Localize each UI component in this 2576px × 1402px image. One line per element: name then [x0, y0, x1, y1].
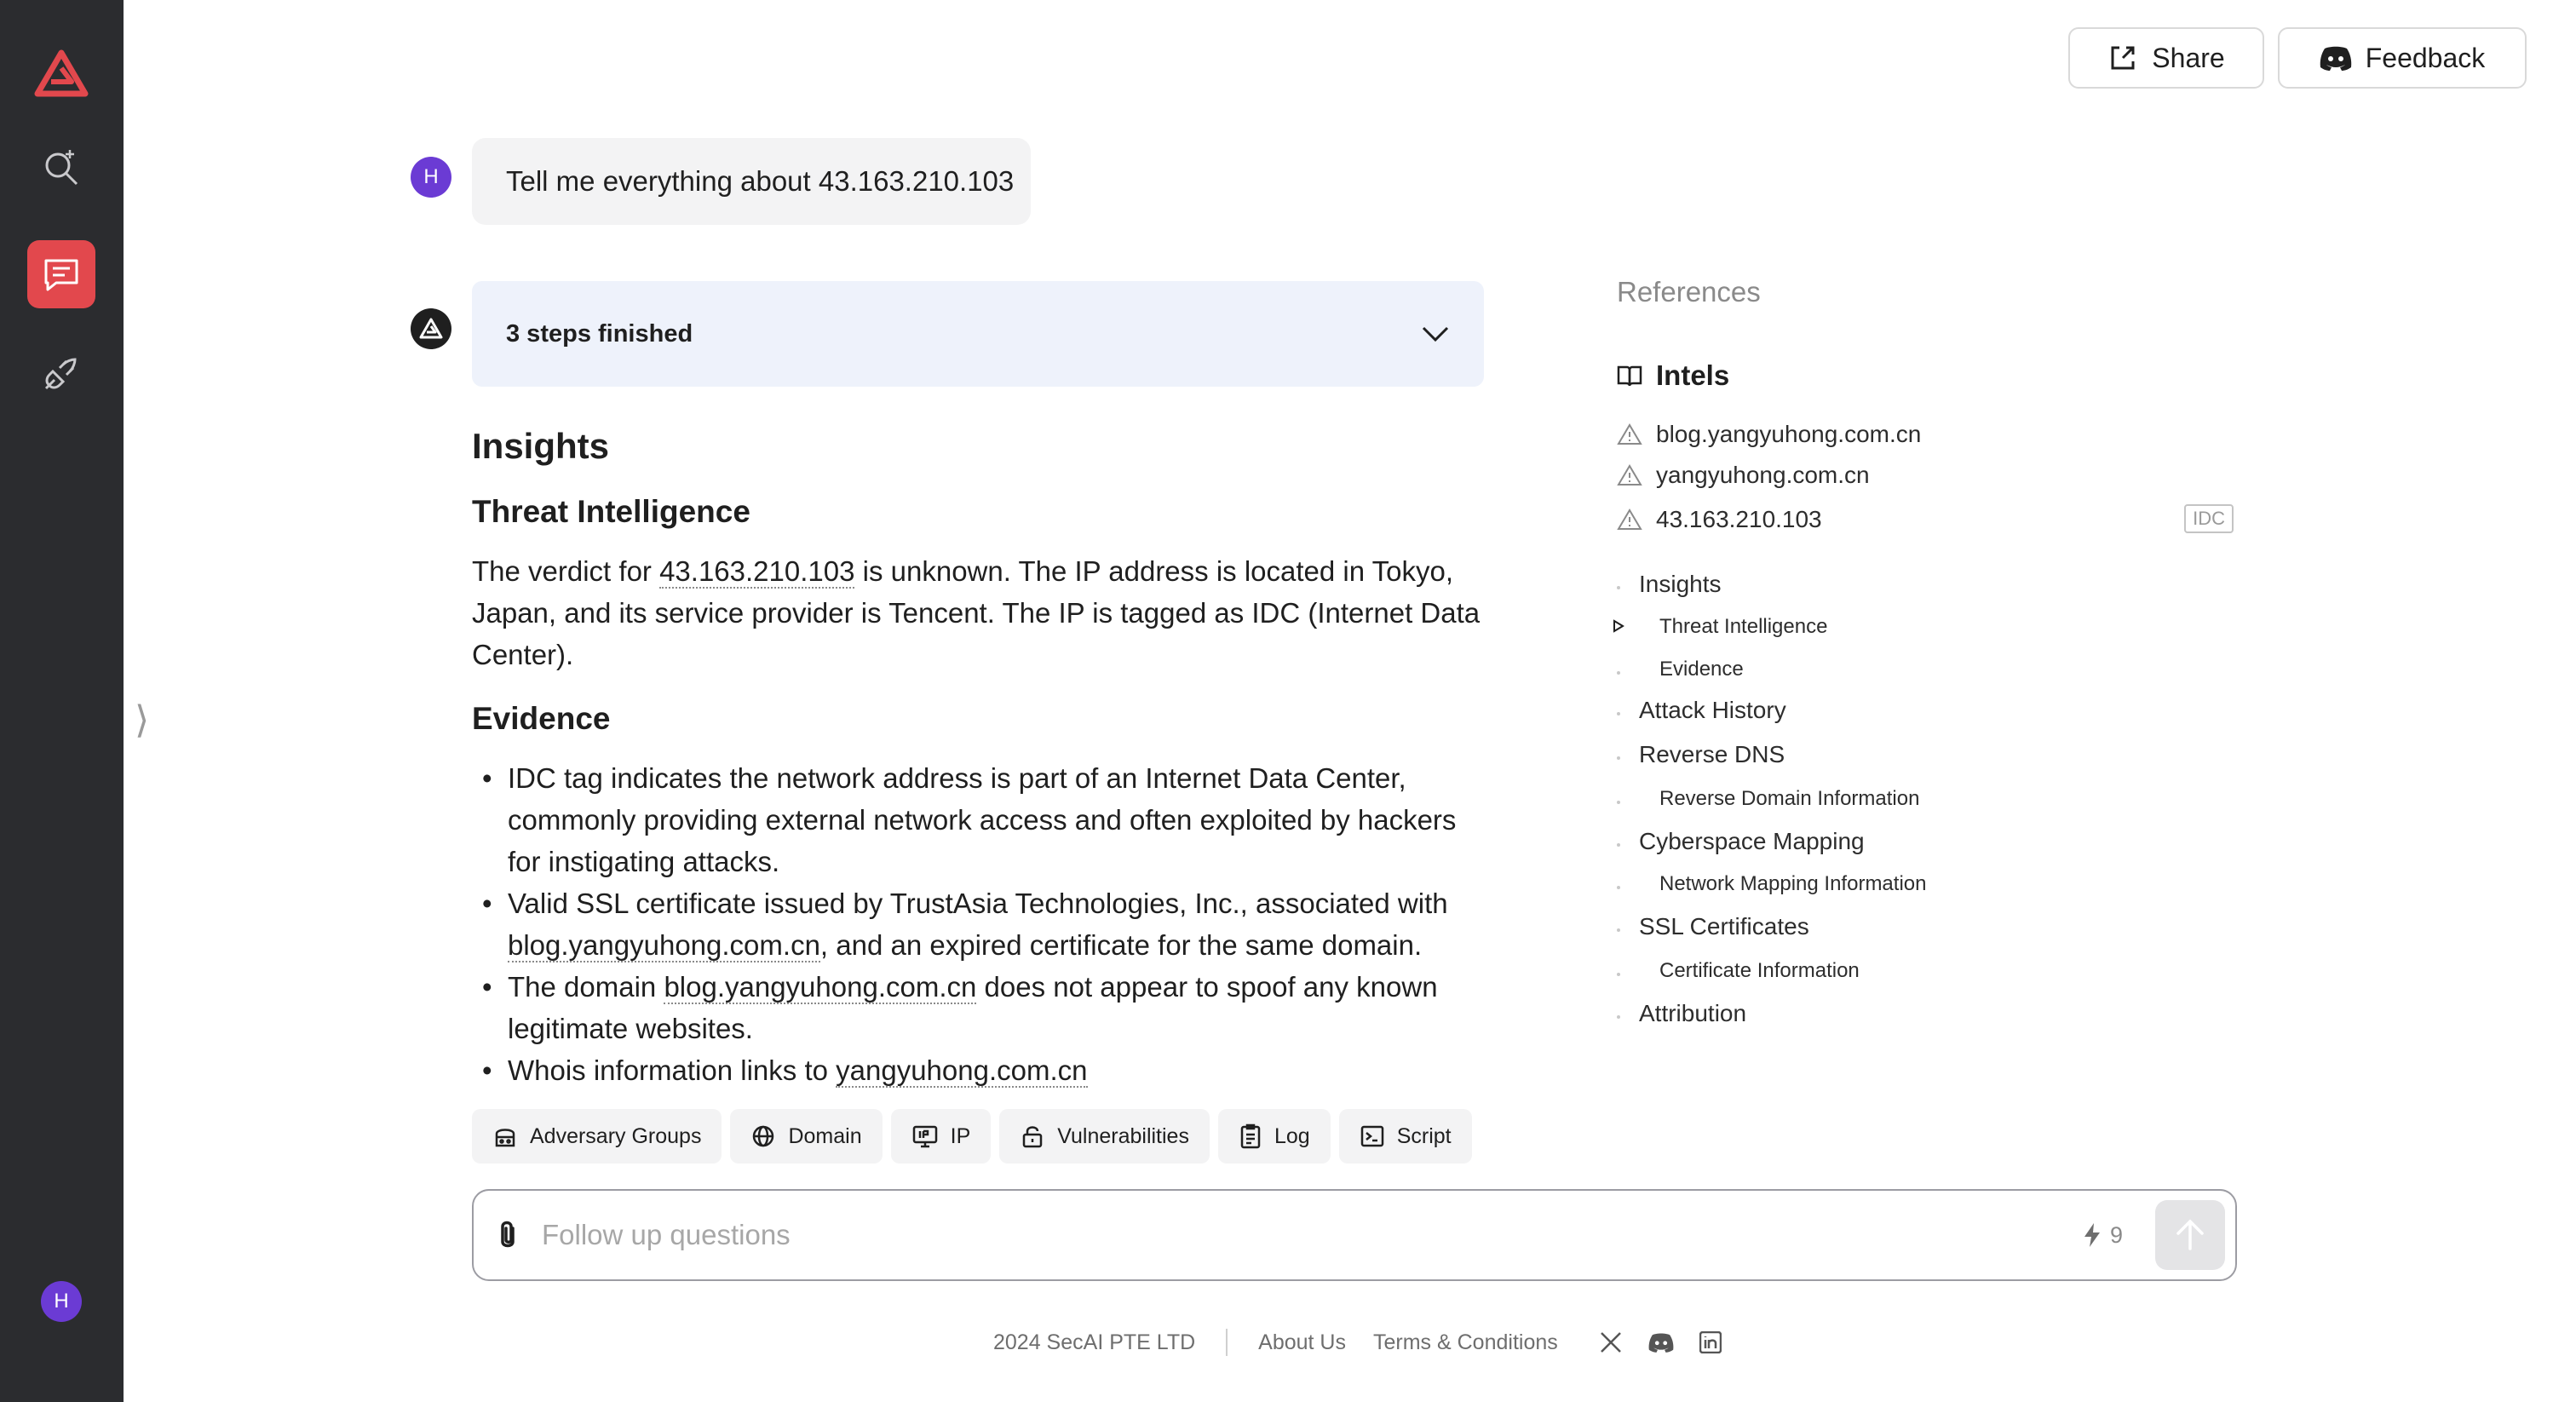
- avatar[interactable]: [41, 1281, 82, 1322]
- ip-link[interactable]: 43.163.210.103: [659, 555, 855, 587]
- toc-network-mapping-information[interactable]: Network Mapping Information: [1659, 872, 1927, 895]
- intel-item[interactable]: [1617, 457, 2234, 494]
- terms-link[interactable]: Terms & Conditions: [1373, 1330, 1558, 1354]
- toc-threat-intelligence[interactable]: Threat Intelligence: [1659, 615, 1828, 638]
- evidence-item: [472, 882, 1486, 966]
- evidence-item: [472, 757, 1486, 882]
- steps-accordion[interactable]: [472, 281, 1484, 387]
- evidence-text: Valid SSL certificate issued by TrustAsia Technologies, Inc., associated with: [508, 888, 1448, 919]
- domain-link[interactable]: yangyuhong.com.cn: [836, 1054, 1088, 1086]
- domain-link[interactable]: blog.yangyuhong.com.cn: [664, 971, 977, 1003]
- search-sparkle-icon[interactable]: [27, 133, 95, 201]
- domain-link[interactable]: blog.yangyuhong.com.cn: [508, 929, 820, 961]
- discord-icon: [2320, 45, 2352, 71]
- lightning-icon: [2083, 1222, 2102, 1248]
- intels-label: Intels: [1656, 359, 1730, 391]
- toc-dot: [1617, 886, 1620, 889]
- credits-count: 9: [2109, 1221, 2123, 1248]
- warning-icon: [1617, 463, 1642, 487]
- feedback-label: Feedback: [2365, 42, 2486, 73]
- toc-evidence[interactable]: Evidence: [1659, 658, 1744, 681]
- avatar-initial: H: [54, 1290, 69, 1313]
- intel-item[interactable]: [1617, 501, 2234, 538]
- assistant-avatar-icon: [411, 308, 451, 349]
- chip-script[interactable]: [1339, 1109, 1472, 1164]
- intel-label: blog.yangyuhong.com.cn: [1656, 421, 1922, 447]
- chip-adversary-groups[interactable]: [472, 1109, 722, 1164]
- toc-dot: [1617, 843, 1620, 847]
- threat-intelligence-heading: Threat Intelligence: [472, 494, 750, 529]
- user-avatar: [411, 157, 451, 198]
- chip-vulnerabilities[interactable]: [999, 1109, 1210, 1164]
- toc-attack-history[interactable]: Attack History: [1639, 697, 1786, 723]
- intel-label: 43.163.210.103: [1656, 506, 1822, 532]
- quick-action-chips: [472, 1109, 1472, 1164]
- toc-dot: [1617, 801, 1620, 804]
- toc-certificate-information[interactable]: Certificate Information: [1659, 959, 1860, 982]
- send-button[interactable]: [2155, 1200, 2225, 1270]
- footer: [993, 1325, 1722, 1359]
- chip-domain[interactable]: [730, 1109, 882, 1164]
- paperclip-icon[interactable]: [494, 1218, 521, 1252]
- logo-icon[interactable]: [34, 48, 89, 102]
- user-avatar-initial: H: [423, 165, 439, 188]
- toc-ssl-certificates[interactable]: SSL Certificates: [1639, 913, 1809, 939]
- threat-intelligence-text: [472, 550, 1486, 675]
- follow-up-input[interactable]: [542, 1219, 2083, 1251]
- log-icon: [1239, 1123, 1262, 1149]
- chip-log[interactable]: [1218, 1109, 1331, 1164]
- toc-attribution[interactable]: Attribution: [1639, 1000, 1747, 1026]
- x-twitter-icon[interactable]: [1599, 1330, 1623, 1354]
- user-message: [472, 138, 1031, 225]
- evidence-item: [472, 966, 1486, 1049]
- chip-ip[interactable]: [891, 1109, 992, 1164]
- discord-icon[interactable]: [1648, 1332, 1674, 1353]
- intel-item[interactable]: [1617, 416, 2234, 453]
- plug-icon[interactable]: [27, 339, 95, 407]
- globe-icon: [750, 1123, 776, 1149]
- share-icon: [2107, 43, 2138, 73]
- evidence-list: [472, 757, 1486, 1091]
- evidence-text: , and an expired certificate for the same domain.: [819, 929, 1423, 961]
- share-label: Share: [2152, 42, 2225, 73]
- chip-label: Adversary Groups: [530, 1123, 702, 1148]
- chevron-down-icon: [1421, 325, 1450, 342]
- feedback-button[interactable]: [2278, 27, 2527, 89]
- copyright: 2024 SecAI PTE LTD: [993, 1330, 1196, 1354]
- chat-icon[interactable]: [27, 240, 95, 308]
- follow-up-input-container: [472, 1189, 2237, 1281]
- credits-counter: [2083, 1222, 2123, 1249]
- toc-dot: [1617, 756, 1620, 760]
- intels-heading: [1617, 359, 1729, 392]
- share-button[interactable]: [2068, 27, 2264, 89]
- toc-dot: [1617, 712, 1620, 715]
- book-icon: [1617, 364, 1642, 388]
- evidence-text: IDC tag indicates the network address is part of an Internet Data Center, commonly providing external network access and often exploited by hackers for instigating attacks.: [508, 762, 1457, 877]
- evidence-text: does not appear to spoof any known legitimate websites.: [508, 971, 1438, 1044]
- evidence-text: Whois information links to: [508, 1054, 837, 1086]
- chip-label: Vulnerabilities: [1057, 1123, 1189, 1148]
- sidebar: [0, 0, 124, 1402]
- idc-tag: IDC: [2184, 504, 2234, 533]
- about-us-link[interactable]: About Us: [1258, 1330, 1346, 1354]
- lock-icon: [1020, 1123, 1045, 1149]
- toc-insights[interactable]: Insights: [1639, 571, 1722, 597]
- sidebar-expand-icon[interactable]: ⟩: [135, 698, 150, 742]
- chip-label: IP: [950, 1123, 971, 1148]
- warning-icon: [1617, 508, 1642, 531]
- evidence-text: The domain: [508, 971, 664, 1003]
- arrow-up-icon: [2175, 1218, 2205, 1252]
- toc-dot: [1617, 1015, 1620, 1019]
- toc-dot: [1617, 928, 1620, 932]
- toc-dot: [1617, 586, 1620, 589]
- threat-text-part: is unknown. The IP address is located in Tokyo, Japan, and its service provider is Tencent. The IP is tagged as IDC (Internet Data Center).: [472, 555, 1481, 670]
- insights-heading: Insights: [472, 426, 610, 466]
- user-message-text: Tell me everything about 43.163.210.103: [506, 165, 1015, 197]
- adversary-icon: [492, 1123, 518, 1149]
- evidence-heading: Evidence: [472, 701, 611, 736]
- toc-dot: [1617, 973, 1620, 976]
- warning-icon: [1617, 422, 1642, 446]
- play-icon: [1612, 618, 1625, 634]
- steps-label: 3 steps finished: [506, 319, 693, 348]
- toc-reverse-dns[interactable]: Reverse DNS: [1639, 741, 1785, 767]
- terminal-icon: [1360, 1123, 1385, 1149]
- linkedin-icon[interactable]: [1699, 1331, 1722, 1353]
- references-title: References: [1617, 276, 1761, 307]
- social-links: [1599, 1330, 1722, 1354]
- evidence-item: [472, 1049, 1486, 1091]
- footer-divider: [1226, 1329, 1228, 1356]
- chip-label: Script: [1396, 1123, 1452, 1148]
- toc-reverse-domain-information[interactable]: Reverse Domain Information: [1659, 787, 1920, 810]
- intel-label: yangyuhong.com.cn: [1656, 462, 1870, 488]
- threat-text-part: The verdict for: [472, 555, 660, 587]
- chip-label: Domain: [788, 1123, 862, 1148]
- toc-dot: [1617, 671, 1620, 675]
- toc-cyberspace-mapping[interactable]: Cyberspace Mapping: [1639, 828, 1865, 854]
- answer-content: [472, 426, 1486, 1095]
- ip-icon: [911, 1123, 939, 1149]
- chip-label: Log: [1274, 1123, 1310, 1148]
